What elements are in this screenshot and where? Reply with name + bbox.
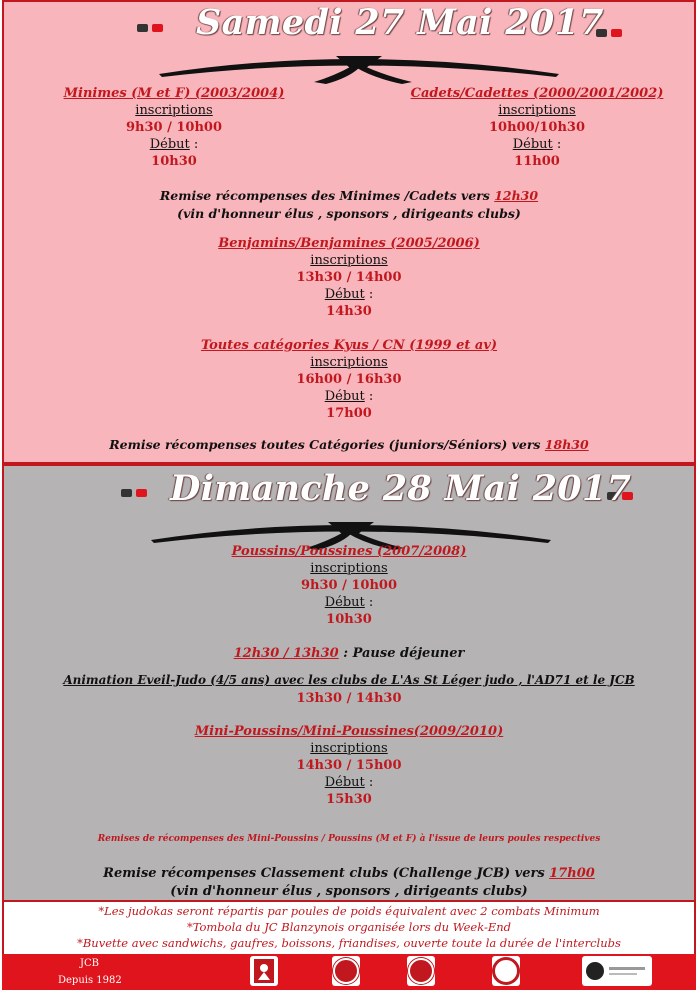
debut-label: Début : xyxy=(324,287,374,302)
award-subtitle: (vin d'honneur élus , sponsors , dirigeants clubs) xyxy=(170,884,528,899)
inscriptions-label: inscriptions xyxy=(310,561,388,576)
toutes-categories-block xyxy=(4,338,694,421)
footer-line-tombola: *Tombola du JC Blanzynois organisée lors du Week-End xyxy=(186,920,512,934)
mini-poussins-block xyxy=(4,724,694,807)
award-subtitle: (vin d'honneur élus , sponsors , dirigeants clubs) xyxy=(177,206,521,221)
poussins-block xyxy=(4,544,694,627)
footer-line-buvette: *Buvette avec sandwichs, gaufres, boissons, friandises, ouverte toute la durée de l'interclubs xyxy=(77,936,621,950)
club-since: Depuis 1982 xyxy=(58,975,122,986)
award-club-ranking: Remise récompenses Classement clubs (Challenge JCB) vers 17h00 xyxy=(103,866,595,881)
partner-logo-1 xyxy=(332,956,360,986)
decor-square-dark xyxy=(121,489,132,497)
minimes-block xyxy=(54,86,294,169)
category-title: Mini-Poussins/Mini-Poussines(2009/2010) xyxy=(194,724,504,739)
category-title: Minimes (M et F) (2003/2004) xyxy=(63,86,285,101)
decor-square-red xyxy=(611,29,622,37)
animation-time: 13h30 / 14h30 xyxy=(296,691,402,706)
sunday-section xyxy=(2,464,696,902)
debut-time: 10h30 xyxy=(151,154,197,169)
debut-label: Début : xyxy=(324,775,374,790)
decor-square-red xyxy=(136,489,147,497)
bottom-bar xyxy=(2,954,696,990)
inscriptions-label: inscriptions xyxy=(498,103,576,118)
judo-club-blanzynois-logo xyxy=(250,956,278,986)
inscriptions-time: 10h00/10h30 xyxy=(488,120,585,135)
award-minimes-cadets: Remise récompenses des Minimes /Cadets vers 12h30 xyxy=(159,188,539,203)
award-all-categories: Remise récompenses toutes Catégories (juniors/Séniors) vers 18h30 xyxy=(109,437,589,452)
saturday-section xyxy=(2,0,696,464)
inscriptions-label: inscriptions xyxy=(135,103,213,118)
category-title: Poussins/Poussines (2007/2008) xyxy=(231,544,467,559)
debut-time: 14h30 xyxy=(326,304,372,319)
debut-time: 17h00 xyxy=(326,406,372,421)
inscriptions-time: 13h30 / 14h00 xyxy=(296,270,402,285)
lunch-break: 12h30 / 13h30 : Pause déjeuner xyxy=(233,646,465,661)
debut-label: Début : xyxy=(512,137,562,152)
debut-time: 11h00 xyxy=(514,154,560,169)
inscriptions-time: 9h30 / 10h00 xyxy=(300,578,398,593)
saturday-title: Samedi 27 Mai 2017 xyxy=(196,2,604,43)
debut-time: 15h30 xyxy=(326,792,372,807)
inscriptions-label: inscriptions xyxy=(310,253,388,268)
category-title: Benjamins/Benjamines (2005/2006) xyxy=(218,236,480,251)
category-title: Toutes catégories Kyus / CN (1999 et av) xyxy=(200,338,498,353)
inscriptions-time: 14h30 / 15h00 xyxy=(296,758,402,773)
club-abbrev: JCB xyxy=(80,958,100,969)
judo-belt-icon xyxy=(154,48,564,86)
debut-time: 10h30 xyxy=(326,612,372,627)
inscriptions-label: inscriptions xyxy=(310,355,388,370)
partner-logo-wide xyxy=(582,956,652,986)
info-footer xyxy=(2,902,696,954)
mini-poussins-awards-note: Remises de récompenses des Mini-Poussins / Poussins (M et F) à l'issue de leurs poules respectives xyxy=(97,834,601,844)
cadets-block xyxy=(402,86,672,169)
category-title: Cadets/Cadettes (2000/2001/2002) xyxy=(410,86,664,101)
partner-logo-3 xyxy=(492,956,520,986)
inscriptions-time: 9h30 / 10h00 xyxy=(125,120,223,135)
footer-line-weight: *Les judokas seront répartis par poules de poids équivalent avec 2 combats Minimum xyxy=(98,904,600,918)
decor-square-red xyxy=(152,24,163,32)
debut-label: Début : xyxy=(324,389,374,404)
partner-logo-2 xyxy=(407,956,435,986)
benjamins-block xyxy=(4,236,694,319)
inscriptions-label: inscriptions xyxy=(310,741,388,756)
eveil-judo-animation: Animation Eveil-Judo (4/5 ans) avec les clubs de L'As St Léger judo , l'AD71 et le JCB xyxy=(63,673,635,687)
sunday-title: Dimanche 28 Mai 2017 xyxy=(170,468,632,509)
debut-label: Début : xyxy=(324,595,374,610)
debut-label: Début : xyxy=(149,137,199,152)
inscriptions-time: 16h00 / 16h30 xyxy=(296,372,402,387)
decor-square-dark xyxy=(137,24,148,32)
